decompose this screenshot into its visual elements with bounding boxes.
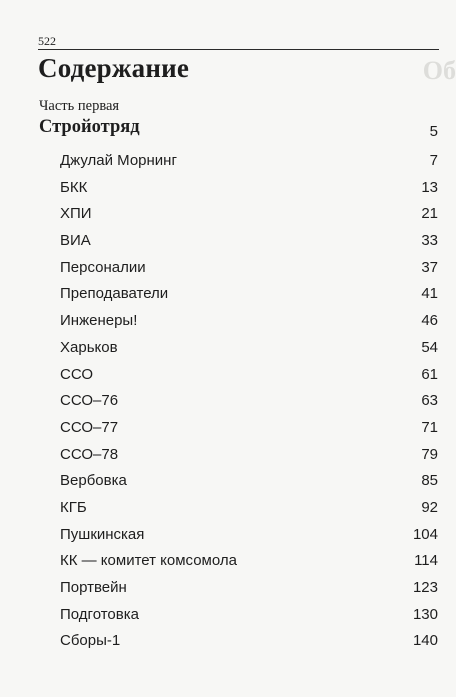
toc-entry-page: 21 bbox=[421, 205, 438, 223]
toc-entry bbox=[60, 362, 438, 389]
part-label: Часть первая bbox=[39, 98, 120, 114]
toc-list bbox=[60, 148, 438, 655]
toc-entry bbox=[60, 201, 438, 228]
toc-entry-title: Харьков bbox=[60, 338, 118, 356]
toc-entry-title: Преподаватели bbox=[60, 285, 169, 303]
toc-entry-page: 79 bbox=[421, 445, 438, 463]
part-page-number: 5 bbox=[429, 123, 438, 140]
toc-entry-page: 61 bbox=[421, 365, 438, 383]
toc-entry-page: 13 bbox=[421, 178, 438, 196]
toc-entry-page: 85 bbox=[421, 472, 438, 490]
toc-entry-title: ССО bbox=[60, 365, 94, 383]
toc-entry-page: 114 bbox=[414, 552, 438, 570]
toc-entry-title: Портвейн bbox=[60, 579, 127, 596]
toc-entry bbox=[60, 602, 438, 629]
toc-entry-page: 41 bbox=[421, 285, 438, 303]
page-title: Содержание bbox=[38, 53, 190, 83]
toc-entry-page: 37 bbox=[421, 258, 438, 276]
toc-entry bbox=[60, 522, 438, 549]
bleed-through-text: Об bbox=[422, 56, 456, 85]
toc-entry-page: 7 bbox=[429, 152, 438, 169]
toc-entry bbox=[60, 388, 438, 415]
toc-entry-page: 130 bbox=[412, 605, 438, 623]
toc-entry bbox=[60, 548, 438, 575]
toc-entry-page: 104 bbox=[412, 525, 438, 543]
toc-entry-page: 123 bbox=[412, 579, 438, 596]
toc-entry bbox=[60, 495, 438, 522]
toc-entry-page: 54 bbox=[421, 338, 438, 356]
toc-entry-title: Вербовка bbox=[60, 472, 127, 490]
toc-entry-title: Сборы-1 bbox=[60, 632, 121, 650]
toc-entry-page: 63 bbox=[421, 392, 438, 410]
toc-entry bbox=[60, 281, 438, 308]
toc-entry bbox=[60, 442, 438, 469]
toc-entry-title: Пушкинская bbox=[60, 525, 145, 543]
toc-entry bbox=[60, 575, 438, 602]
toc-entry-page: 71 bbox=[421, 418, 438, 436]
toc-entry-title: КГБ bbox=[60, 498, 87, 516]
toc-entry bbox=[60, 308, 438, 335]
toc-entry-page: 140 bbox=[412, 632, 438, 650]
toc-entry-title: Джулай Морнинг bbox=[60, 152, 177, 169]
header-rule bbox=[38, 49, 439, 50]
toc-entry-title: ССО–77 bbox=[60, 418, 119, 436]
toc-entry-title: ССО–76 bbox=[60, 392, 119, 410]
toc-entry-title: БКК bbox=[60, 178, 88, 196]
page-number: 522 bbox=[38, 34, 56, 48]
toc-entry-title: ХПИ bbox=[60, 205, 92, 223]
toc-entry-title: ССО–78 bbox=[60, 445, 119, 463]
toc-entry bbox=[60, 175, 438, 202]
toc-entry-page: 33 bbox=[421, 232, 438, 250]
part-title: Стройотряд bbox=[39, 117, 140, 137]
toc-entry bbox=[60, 335, 438, 362]
toc-entry-title: КК — комитет комсомола bbox=[60, 552, 237, 570]
toc-entry-title: Инженеры! bbox=[60, 312, 138, 330]
toc-entry-page: 92 bbox=[421, 498, 438, 516]
toc-entry-page: 46 bbox=[421, 312, 438, 330]
toc-entry bbox=[60, 228, 438, 255]
toc-entry-title: Подготовка bbox=[60, 605, 139, 623]
toc-entry-title: Персоналии bbox=[60, 258, 146, 276]
toc-entry bbox=[60, 628, 438, 655]
toc-entry bbox=[60, 148, 438, 175]
toc-entry bbox=[60, 255, 438, 282]
toc-entry-title: ВИА bbox=[60, 232, 91, 250]
toc-entry bbox=[60, 415, 438, 442]
toc-entry bbox=[60, 468, 438, 495]
